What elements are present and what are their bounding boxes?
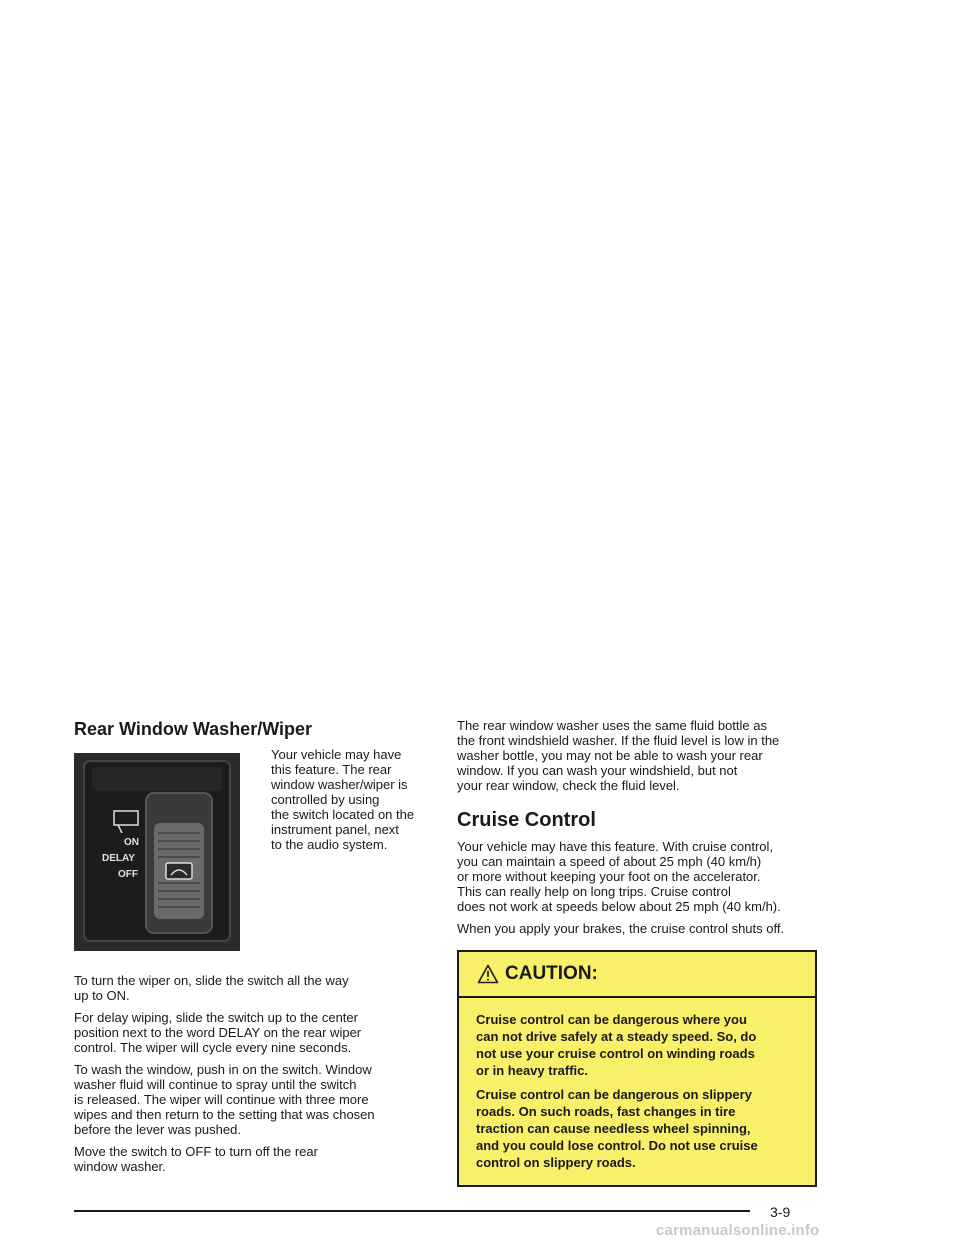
right-column (457, 718, 817, 1187)
rear-wiper-switch-image (74, 753, 240, 951)
caution-paragraph-2: Cruise control can be dangerous on slippery roads. On such roads, fast changes in tire traction can cause needless wheel spinning, and you could lose control. Do not use cruise control on slippery roads. (476, 1087, 758, 1170)
caution-box (457, 950, 817, 1187)
rear-wiper-heading: Rear Window Washer/Wiper (74, 719, 313, 739)
rear-wiper-switch-photo (74, 753, 240, 951)
footer-rule (74, 1210, 750, 1212)
rear-wiper-figure-row (74, 747, 424, 973)
rear-wiper-intro-text: Your vehicle may have this feature. The rear window washer/wiper is controlled by using the switch located on the instrument panel, next to the audio system. (271, 747, 415, 852)
caution-paragraph-1: Cruise control can be dangerous where you can not drive safely at a steady speed. So, do not use your cruise control on winding roads or in heavy traffic. (476, 1012, 757, 1078)
cruise-control-heading: Cruise Control (457, 809, 596, 831)
wiper-off-paragraph: Move the switch to OFF to turn off the rear window washer. (74, 1144, 318, 1174)
rear-wiper-section (74, 718, 424, 1174)
page-number: 3-9 (770, 1204, 791, 1220)
caution-title: CAUTION: (505, 963, 598, 984)
cruise-intro-paragraph: Your vehicle may have this feature. With cruise control, you can maintain a speed of about 25 mph (40 km/h) or more without keeping your foot on the accelerator. This can really help on long trips. Cruise control does not work at speeds below about 25 mph (40 km/h). (457, 839, 781, 914)
wiper-wash-paragraph: To wash the window, push in on the switch. Window washer fluid will continue to spray until the switch is released. The wiper will continue with three more wipes and then return to the setting that was chosen before the lever was pushed. (74, 1062, 375, 1137)
switch-label-on: ON (124, 837, 139, 848)
caution-body (459, 998, 815, 1185)
caution-header (459, 952, 815, 998)
cruise-brakes-paragraph: When you apply your brakes, the cruise control shuts off. (457, 921, 785, 936)
watermark: carmanualsonline.info (656, 1222, 820, 1239)
wiper-delay-paragraph: For delay wiping, slide the switch up to the center position next to the word DELAY on the rear wiper control. The wiper will cycle every nine seconds. (74, 1010, 362, 1055)
switch-label-off: OFF (118, 869, 138, 880)
washer-fluid-paragraph: The rear window washer uses the same fluid bottle as the front windshield washer. If the fluid level is low in the washer bottle, you may not be able to wash your rear window. If you can wash your windshield, but not your rear window, check the fluid level. (457, 718, 780, 793)
warning-triangle-icon (477, 964, 499, 984)
wiper-on-paragraph: To turn the wiper on, slide the switch all the way up to ON. (74, 973, 349, 1003)
switch-label-delay: DELAY (102, 853, 135, 864)
rear-wiper-intro (271, 747, 429, 852)
